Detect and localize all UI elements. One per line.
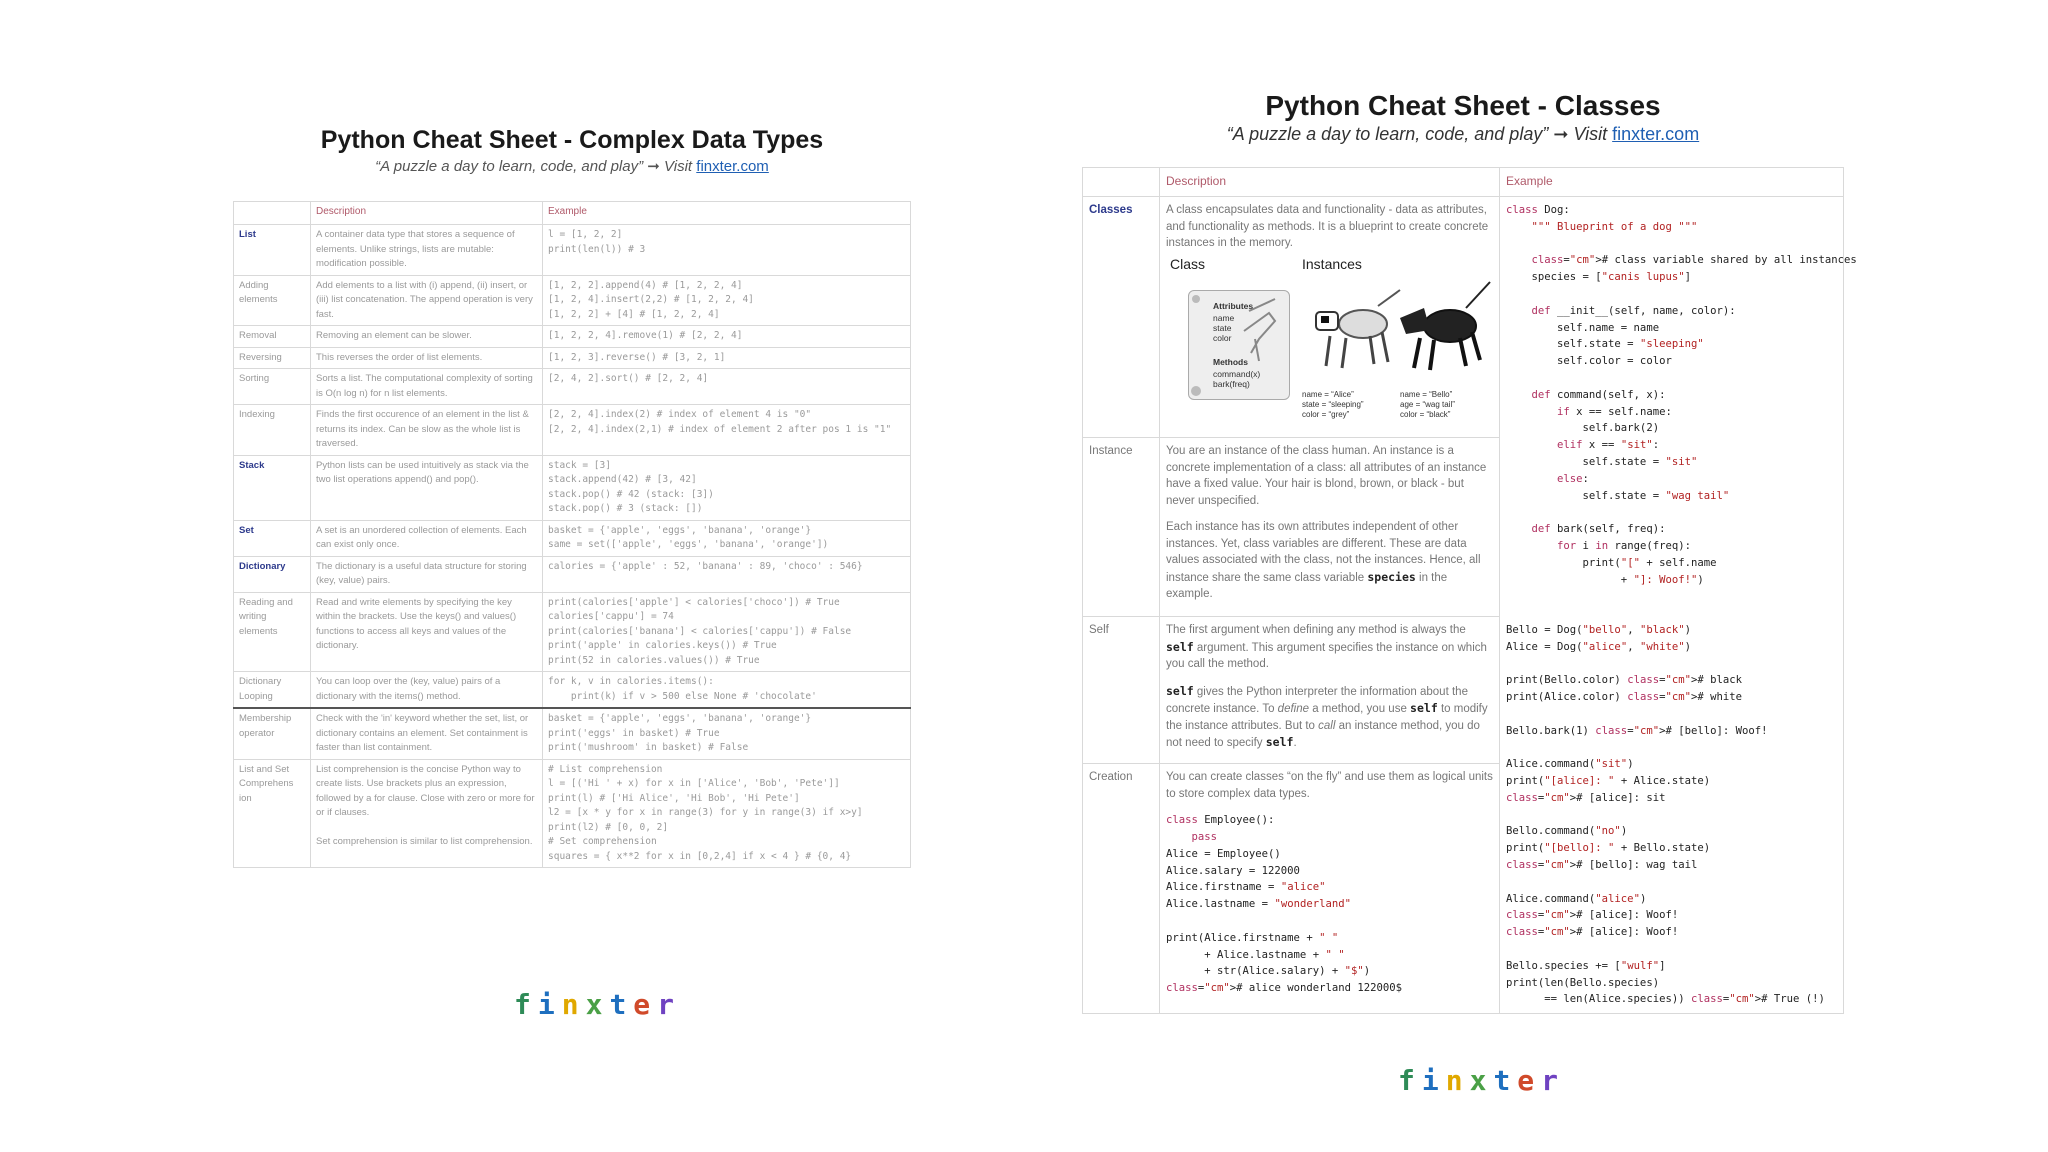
topic-instance: Instance bbox=[1083, 438, 1160, 617]
row-description: This reverses the order of list elements. bbox=[311, 347, 543, 369]
table-header-row bbox=[1083, 168, 1844, 197]
row-description: You can loop over the (key, value) pairs of a dictionary with the items() method. bbox=[311, 672, 543, 709]
row-topic: Reversing bbox=[234, 347, 311, 369]
row-example-code: [2, 4, 2].sort() # [2, 2, 4] bbox=[543, 369, 911, 405]
row-topic: Dictionary bbox=[234, 556, 311, 592]
arrow-right-icon: ➞ bbox=[1553, 124, 1569, 144]
row-example-code: print(calories['apple'] < calories['choco']) # True calories['cappu'] = 74 print(calories['banana'] < calories['cappu']) # False print('apple' in calories.keys()) # True print(52 in calories.values()) # True bbox=[543, 592, 911, 672]
row-description: A container data type that stores a sequence of elements. Unlike strings, lists are mutable: modification possible. bbox=[311, 225, 543, 276]
bello-caption: name = “Bello” age = “wag tail” color = “black” bbox=[1400, 389, 1455, 419]
table-row bbox=[234, 326, 911, 348]
subtitle-quote: “A puzzle a day to learn, code, and play” bbox=[375, 158, 644, 175]
row-description: A set is an unordered collection of elements. Each can exist only once. bbox=[311, 520, 543, 556]
subtitle-visit: Visit bbox=[1573, 124, 1608, 144]
finxter-logo: finxter bbox=[514, 988, 682, 1021]
classes-text: A class encapsulates data and functionality - data as attributes, and functionality as methods. It is a blueprint to create concrete instances in the memory. bbox=[1166, 204, 1489, 249]
alice-caption: name = “Alice” state = “sleeping” color = “grey” bbox=[1302, 389, 1364, 419]
row-description: Python lists can be used intuitively as stack via the two list operations append() and pop(). bbox=[311, 455, 543, 520]
row-example-code: [2, 2, 4].index(2) # index of element 4 is "0" [2, 2, 4].index(2,1) # index of element 2 after pos 1 is "1" bbox=[543, 405, 911, 456]
class-blueprint-box: Attributes name state color Methods command(x) bark(freq) bbox=[1188, 290, 1290, 400]
finxter-link[interactable]: finxter.com bbox=[696, 158, 769, 175]
row-description: List comprehension is the concise Python way to create lists. Use brackets plus an expression, followed by a for clause. Close with zero or more for or if clauses. Set comprehension is similar to list comprehension. bbox=[311, 759, 543, 868]
table-row bbox=[234, 347, 911, 369]
dog-class-code: class Dog: """ Blueprint of a dog """ class="cm"># class variable shared by all instances species = ["canis lupus"] def __init__(self, name, color): self.name = name self.state = "sleeping" self.color = color def command(self, x): if x == self.name: self.bark(2) elif x == "sit": self.state = "sit" else: self.state = "wag tail" def bark(self, freq): for i in range(freq): print("[" + self.name + "]: Woof!") Bello = Dog("bello", "black") Alice = Dog("alice", "white") print(Bello.color) class="cm"># black print(Alice.color) class="cm"># white Bello.bark(1) class="cm"># [bello]: Woof! Alice.command("sit") print("[alice]: " + Alice.state) class="cm"># [alice]: sit Bello.command("no") print("[bello]: " + Bello.state) class="cm"># [bello]: wag tail Alice.command("alice") class="cm"># [alice]: Woof! class="cm"># [alice]: Woof! Bello.species += ["wulf"] print(len(Bello.species) == len(Alice.species)) class="cm"># True (!) bbox=[1506, 204, 1857, 1006]
table-row bbox=[234, 759, 911, 868]
sheet-subtitle bbox=[233, 157, 911, 175]
data-types-table bbox=[233, 201, 911, 868]
robot-dog-alice-icon bbox=[1308, 284, 1406, 384]
row-topic: Dictionary Looping bbox=[234, 672, 311, 709]
row-topic: List bbox=[234, 225, 311, 276]
header-description: Description bbox=[1160, 168, 1500, 197]
row-example-code: [1, 2, 2, 4].remove(1) # [2, 2, 4] bbox=[543, 326, 911, 348]
header-empty bbox=[234, 202, 311, 225]
row-description: Check with the 'in' keyword whether the set, list, or dictionary contains an element. Set containment is faster than list containment. bbox=[311, 708, 543, 759]
row-topic: Reading and writing elements bbox=[234, 592, 311, 672]
table-row bbox=[234, 592, 911, 672]
table-row bbox=[234, 672, 911, 709]
classes-sheet bbox=[1082, 90, 1857, 1014]
instance-description: You are an instance of the class human. An instance is a concrete implementation of a class: all attributes of an instance have a fixed value. Your hair is blond, brown, or black - but never unspecified. Each instance has its own attributes independent of other instances. Yet, class variables are different. These are data values associated with the class, not the instances. Hence, all instance share the same class variable species in the example. bbox=[1160, 438, 1500, 617]
topic-self: Self bbox=[1083, 617, 1160, 764]
complex-data-types-sheet bbox=[233, 126, 911, 868]
row-topic: Sorting bbox=[234, 369, 311, 405]
diagram-instances-label: Instances bbox=[1302, 255, 1362, 272]
self-description: The first argument when defining any method is always the self argument. This argument specifies the instance on which you call the method. self gives the Python interpreter the information about the concrete instance. To define a method, you use self to modify the instance attributes. But to call an instance method, you do not need to specify self. bbox=[1160, 617, 1500, 764]
table-row bbox=[234, 275, 911, 326]
table-header-row bbox=[234, 202, 911, 225]
classes-description bbox=[1160, 197, 1500, 438]
row-topic: Stack bbox=[234, 455, 311, 520]
row-example-code: # List comprehension l = [('Hi ' + x) for x in ['Alice', 'Bob', 'Pete']] print(l) # ['Hi Alice', 'Hi Bob', 'Hi Pete'] l2 = [x * y for x in range(3) for y in range(3) if x>y] print(l2) # [0, 0, 2] # Set comprehension squares = { x**2 for x in [0,2,4] if x < 4 } # {0, 4} bbox=[543, 759, 911, 868]
row-example-code: calories = {'apple' : 52, 'banana' : 89, 'choco' : 546} bbox=[543, 556, 911, 592]
row-description: Read and write elements by specifying the key within the brackets. Use the keys() and values() functions to access all keys and values of the dictionary. bbox=[311, 592, 543, 672]
arrow-right-icon: ➞ bbox=[647, 158, 660, 175]
row-topic: Removal bbox=[234, 326, 311, 348]
row-description: Sorts a list. The computational complexity of sorting is O(n log n) for n list elements. bbox=[311, 369, 543, 405]
table-row bbox=[234, 405, 911, 456]
classes-table bbox=[1082, 167, 1857, 1014]
header-example: Example bbox=[543, 202, 911, 225]
row-description: The dictionary is a useful data structure for storing (key, value) pairs. bbox=[311, 556, 543, 592]
table-row bbox=[234, 369, 911, 405]
row-description: Finds the first occurence of an element in the list & returns its index. Can be slow as the whole list is traversed. bbox=[311, 405, 543, 456]
header-example: Example bbox=[1500, 168, 1844, 197]
row-example-code: basket = {'apple', 'eggs', 'banana', 'orange'} print('eggs' in basket) # True print('mushroom' in basket) # False bbox=[543, 708, 911, 759]
dog-class-example bbox=[1500, 197, 1857, 1014]
sheet-title: Python Cheat Sheet - Complex Data Types bbox=[320, 126, 824, 154]
row-topic: List and Set Comprehens ion bbox=[234, 759, 311, 868]
row-example-code: [1, 2, 2].append(4) # [1, 2, 2, 4] [1, 2, 4].insert(2,2) # [1, 2, 2, 4] [1, 2, 2] + [4] # [1, 2, 2, 4] bbox=[543, 275, 911, 326]
subtitle-quote: “A puzzle a day to learn, code, and play” bbox=[1226, 124, 1549, 144]
row-example-code: l = [1, 2, 2] print(len(l)) # 3 bbox=[543, 225, 911, 276]
row-topic: Set bbox=[234, 520, 311, 556]
sheet-subtitle bbox=[1082, 124, 1844, 145]
robot-dog-bello-icon bbox=[1394, 278, 1494, 384]
classes-row bbox=[1083, 197, 1844, 438]
class-diagram bbox=[1166, 254, 1493, 422]
table-row bbox=[234, 520, 911, 556]
topic-classes: Classes bbox=[1083, 197, 1160, 438]
row-example-code: [1, 2, 3].reverse() # [3, 2, 1] bbox=[543, 347, 911, 369]
subtitle-visit: Visit bbox=[664, 158, 693, 175]
robot-dog-outline-icon bbox=[1189, 291, 1289, 399]
row-topic: Membership operator bbox=[234, 708, 311, 759]
sheet-title: Python Cheat Sheet - Classes bbox=[1265, 90, 1661, 121]
header-empty bbox=[1083, 168, 1160, 197]
row-topic: Adding elements bbox=[234, 275, 311, 326]
header-description: Description bbox=[311, 202, 543, 225]
row-example-code: basket = {'apple', 'eggs', 'banana', 'orange'} same = set(['apple', 'eggs', 'banana', 'orange']) bbox=[543, 520, 911, 556]
finxter-logo: finxter bbox=[1398, 1064, 1566, 1097]
diagram-class-label: Class bbox=[1170, 255, 1206, 272]
topic-creation: Creation bbox=[1083, 764, 1160, 1014]
row-description: Removing an element can be slower. bbox=[311, 326, 543, 348]
row-description: Add elements to a list with (i) append, (ii) insert, or (iii) list concatenation. The append operation is very fast. bbox=[311, 275, 543, 326]
table-row bbox=[234, 708, 911, 759]
creation-description: You can create classes “on the fly” and use them as logical units to store complex data types. class Employee(): pass Alice = Employee() Alice.salary = 122000 Alice.firstname = "alice" Alice.lastname = "wonderland" print(Alice.firstname + " " + Alice.lastname + " " + str(Alice.salary) + "$") class="cm"># alice wonderland 122000$ bbox=[1160, 764, 1500, 1014]
table-row bbox=[234, 556, 911, 592]
row-example-code: stack = [3] stack.append(42) # [3, 42] stack.pop() # 42 (stack: [3]) stack.pop() # 3 (stack: []) bbox=[543, 455, 911, 520]
table-row bbox=[234, 225, 911, 276]
finxter-link[interactable]: finxter.com bbox=[1612, 124, 1700, 144]
row-example-code: for k, v in calories.items(): print(k) if v > 500 else None # 'chocolate' bbox=[543, 672, 911, 709]
creation-code: class Employee(): pass Alice = Employee() Alice.salary = 122000 Alice.firstname = "alice" Alice.lastname = "wonderland" print(Alice.firstname + " " + Alice.lastname + " " + str(Alice.salary) + "$") class="cm"># alice wonderland 122000$ bbox=[1166, 814, 1403, 995]
table-row bbox=[234, 455, 911, 520]
row-topic: Indexing bbox=[234, 405, 311, 456]
